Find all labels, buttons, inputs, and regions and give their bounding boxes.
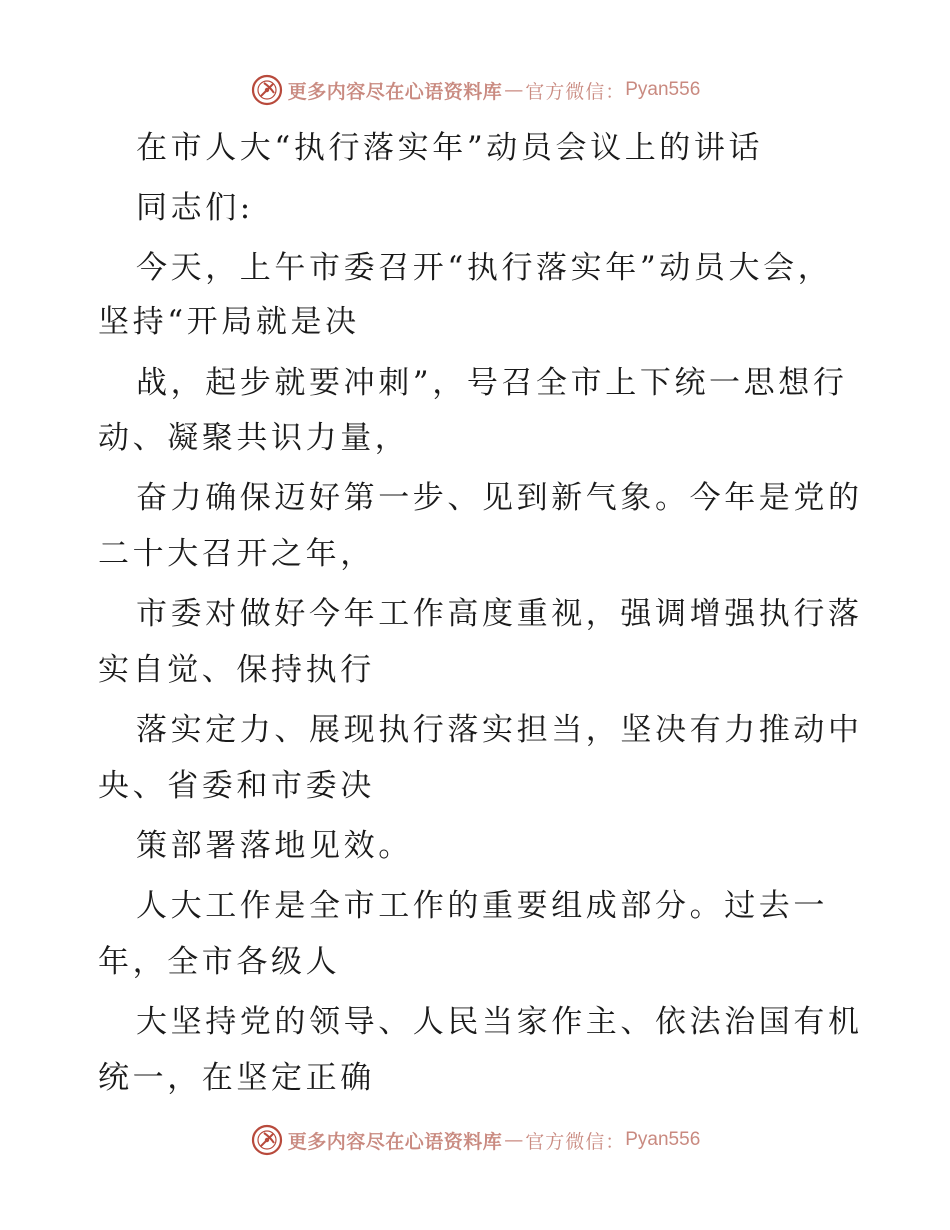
body-line: 坚持“开局就是决 — [98, 304, 360, 340]
body-line: 二十大召开之年， — [98, 536, 375, 572]
watermark-wechat-id: Pyan556 — [625, 1129, 701, 1150]
body-line: 今天，上午市委召开“执行落实年”动员大会， — [136, 250, 833, 286]
body-line: 实自觉、保持执行 — [98, 652, 375, 688]
body-line: 大坚持党的领导、人民当家作主、依法治国有机 — [136, 1004, 863, 1040]
body-line: 落实定力、展现执行落实担当，坚决有力推动中 — [136, 712, 863, 748]
salutation: 同志们: — [136, 190, 254, 226]
body-line: 策部署落地见效。 — [136, 828, 413, 864]
body-line: 奋力确保迈好第一步、见到新气象。今年是党的 — [136, 480, 863, 516]
watermark-site-text: 更多内容尽在心语资料库 — [287, 1130, 503, 1153]
watermark-official-label: 官方微信： — [525, 80, 626, 103]
body-line: 动、凝聚共识力量， — [98, 420, 410, 456]
document-title: 在市人大“执行落实年”动员会议上的讲话 — [136, 130, 764, 166]
body-line: 市委对做好今年工作高度重视，强调增强执行落 — [136, 596, 863, 632]
watermark-official-label: 官方微信： — [525, 1130, 626, 1153]
body-line: 战，起步就要冲刺”，号召全市上下统一思想行 — [136, 365, 848, 401]
watermark-dash: — — [504, 79, 524, 101]
red-seal-logo-icon — [250, 73, 284, 107]
header-watermark-banner — [0, 70, 950, 110]
red-seal-logo-icon — [250, 1123, 284, 1157]
body-line: 统一，在坚定正确 — [98, 1060, 375, 1096]
watermark-dash: — — [504, 1129, 524, 1151]
watermark-site-text: 更多内容尽在心语资料库 — [287, 80, 503, 103]
body-line: 人大工作是全市工作的重要组成部分。过去一 — [136, 888, 828, 924]
watermark-wechat-id: Pyan556 — [625, 79, 701, 100]
body-line: 年，全市各级人 — [98, 944, 341, 980]
footer-watermark-banner — [0, 1120, 950, 1160]
body-line: 央、省委和市委决 — [98, 768, 375, 804]
